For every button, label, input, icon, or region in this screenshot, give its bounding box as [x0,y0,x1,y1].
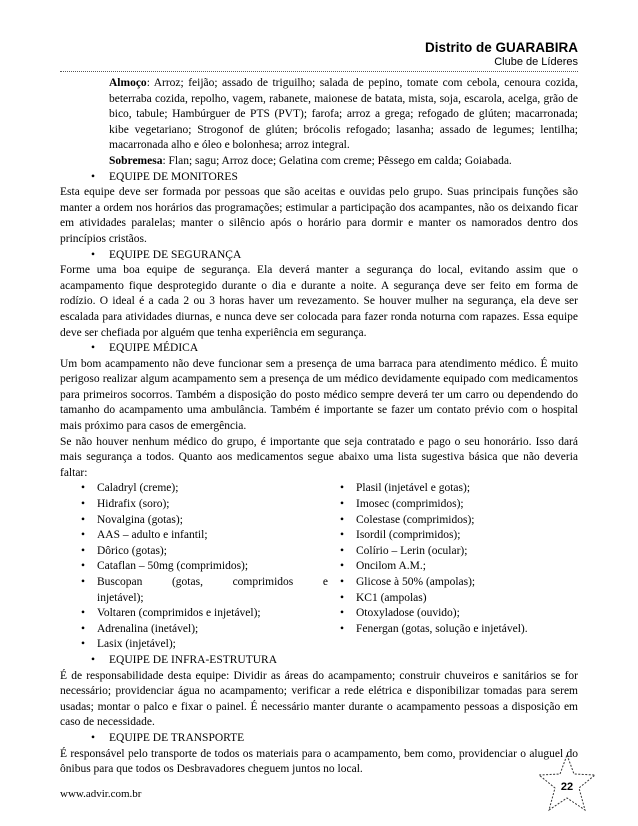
monitores-text: Esta equipe deve ser formada por pessoas que são aceitas e ouvidas pelo grupo. Suas principais funções são manter a ordem nos horários das programações; estimular a participação dos acampantes, não os deixando ficar em atividades paralelas; manter o silêncio após o horário para dormir e manter os namorados dentro dos princípios cristãos. [60,186,578,245]
page-number: 22 [560,781,574,793]
list-item: • Cataflan – 50mg (comprimidos); [60,559,334,575]
bullet-icon: • [81,607,86,620]
menu-almoco [60,76,578,154]
section-heading-seguranca: • EQUIPE DE SEGURANÇA [60,248,578,264]
bullet-icon: • [91,731,96,744]
list-item: • Isordil (comprimidos); [334,528,578,544]
bullet-icon: • [81,560,86,573]
list-item: • Fenergan (gotas, solução e injetável). [334,622,578,638]
section-heading-transporte: • EQUIPE DE TRANSPORTE [60,731,578,747]
list-item: • Dôrico (gotas); [60,544,334,560]
list-item: • Caladryl (creme); [60,481,334,497]
list-item: • Glicose à 50% (ampolas); [334,575,578,591]
list-item: • Hidrafix (soro); [60,497,334,513]
list-item: • KC1 (ampolas) [334,591,578,607]
sobremesa-label: Sobremesa [109,154,163,167]
list-item: • Buscopan (gotas, comprimidos e injetável); [81,576,328,604]
list-item: • Lasix (injetável); [60,637,334,653]
header-subtitle: Clube de Líderes [494,56,578,68]
transporte-text: É responsável pelo transporte de todos os materiais para o acampamento, bem como, providenciar o aluguel do ônibus para que todos os Desbravadores cheguem juntos no local. [60,747,578,776]
header-divider [60,71,578,72]
bullet-icon: • [340,513,345,526]
footer-url: www.advir.com.br [60,788,142,800]
section-heading-medica: • EQUIPE MÉDICA [60,341,578,357]
bullet-icon: • [340,498,345,511]
almoco-text: : Arroz; feijão; assado de triguilho; salada de pepino, tomate com cebola, cenoura cozida, beterraba cozida, repolho, vagem, rabanete, maionese de batata, mista, soja, escarola, acelga, grão de bico, tabule; Hambúrguer de PTS (PVT); farofa; arroz a grega; refogado de glúten; macarronada; kibe vegetariano; Strogonof de glúten; brócolis refogado; lasanha; assado de legumes; lentilha; macarronada alho e óleo e bolonhesa; arroz integral. [109,77,578,152]
infra-text: É de responsabilidade desta equipe: Dividir as áreas do acampamento; construir chuveiros e sanitários se for necessário; providenciar água no acampamento; verificar a rede elétrica e disponibilizar tomadas para serem usadas; montar o palco e fixar o painel. É necessário manter durante o acampamento pessoas a disposição em caso de necessidade. [60,669,578,729]
bullet-icon: • [81,513,86,526]
bullet-icon: • [91,342,96,355]
bullet-icon: • [81,482,86,495]
bullet-icon: • [81,622,86,635]
section-heading-infra: • EQUIPE DE INFRA-ESTRUTURA [60,653,578,669]
bullet-icon: • [340,622,345,635]
header-title: Distrito de GUARABIRA [424,40,578,55]
bullet-icon: • [340,482,345,495]
bullet-icon: • [91,248,96,261]
list-item: • Novalgina (gotas); [60,513,334,529]
bullet-icon: • [81,576,86,588]
list-item: • Imosec (comprimidos); [334,497,578,513]
bullet-icon: • [340,544,345,557]
menu-sobremesa [60,154,578,170]
list-item: • Adrenalina (inetável); [60,622,334,638]
page-number-star-icon [536,752,598,814]
bullet-icon: • [340,529,345,542]
seguranca-text: Forme uma boa equipe de segurança. Ela deverá manter a segurança do local, evitando assim que o acampamento fique desprotegido durante o dia e durante a noite. A segurança deve ser feito em forma de rodízio. O ideal é a cada 2 ou 3 horas haver um revezamento. Se houver mulher na segurança, ela deve ser escalada para atividades diurnas, e nunca deve ser colocada para fazer ronda noturna com rapazes. Essa equipe deve ser chefiada por alguém que tenha experiência em segurança. [60,264,578,339]
bullet-icon: • [340,560,345,573]
bullet-icon: • [81,529,86,542]
list-item: • Colestase (comprimidos); [334,513,578,529]
list-item: • Otoxyladose (ouvido); [334,606,578,622]
list-item: • Plasil (injetável e gotas); [334,481,578,497]
bullet-icon: • [91,170,96,183]
bullet-icon: • [81,498,86,511]
bullet-icon: • [91,653,96,666]
sobremesa-text: : Flan; sagu; Arroz doce; Gelatina com creme; Pêssego em calda; Goiabada. [162,154,512,167]
section-heading-monitores: • EQUIPE DE MONITORES [60,170,578,186]
bullet-icon: • [340,607,345,620]
list-item: • Oncilom A.M.; [334,559,578,575]
bullet-icon: • [340,591,345,604]
bullet-icon: • [340,576,345,588]
medication-list-left [60,481,334,653]
medica-paragraph-1: Um bom acampamento não deve funcionar sem a presença de uma barraca para atendimento médico. É muito perigoso realizar algum acampamento sem a presença de um médico devidamente equipado com medicamentos para primeiros socorros. Também a disposição do posto médico sempre deverá ter um carro ou dependendo do tamanho do acampamento uma ambulância. Também é importante se fazer um contato prévio com o hospital mais próximo para casos de emergência. [60,357,578,433]
bullet-icon: • [81,544,86,557]
almoco-label: Almoço [109,77,147,89]
medica-paragraph-2: Se não houver nenhum médico do grupo, é importante que seja contratado e pago o seu honorário. Isso dará mais segurança a todos. Quanto aos medicamentos segue abaixo uma lista sugestiva básica que não deveria faltar: [60,435,578,479]
bullet-icon: • [81,638,86,651]
medication-list [60,481,578,653]
list-item: • AAS – adulto e infantil; [60,528,334,544]
document-body [60,76,578,778]
medication-list-right [334,481,578,653]
list-item: • Voltaren (comprimidos e injetável); [60,606,334,622]
list-item: • Colírio – Lerin (ocular); [334,544,578,560]
